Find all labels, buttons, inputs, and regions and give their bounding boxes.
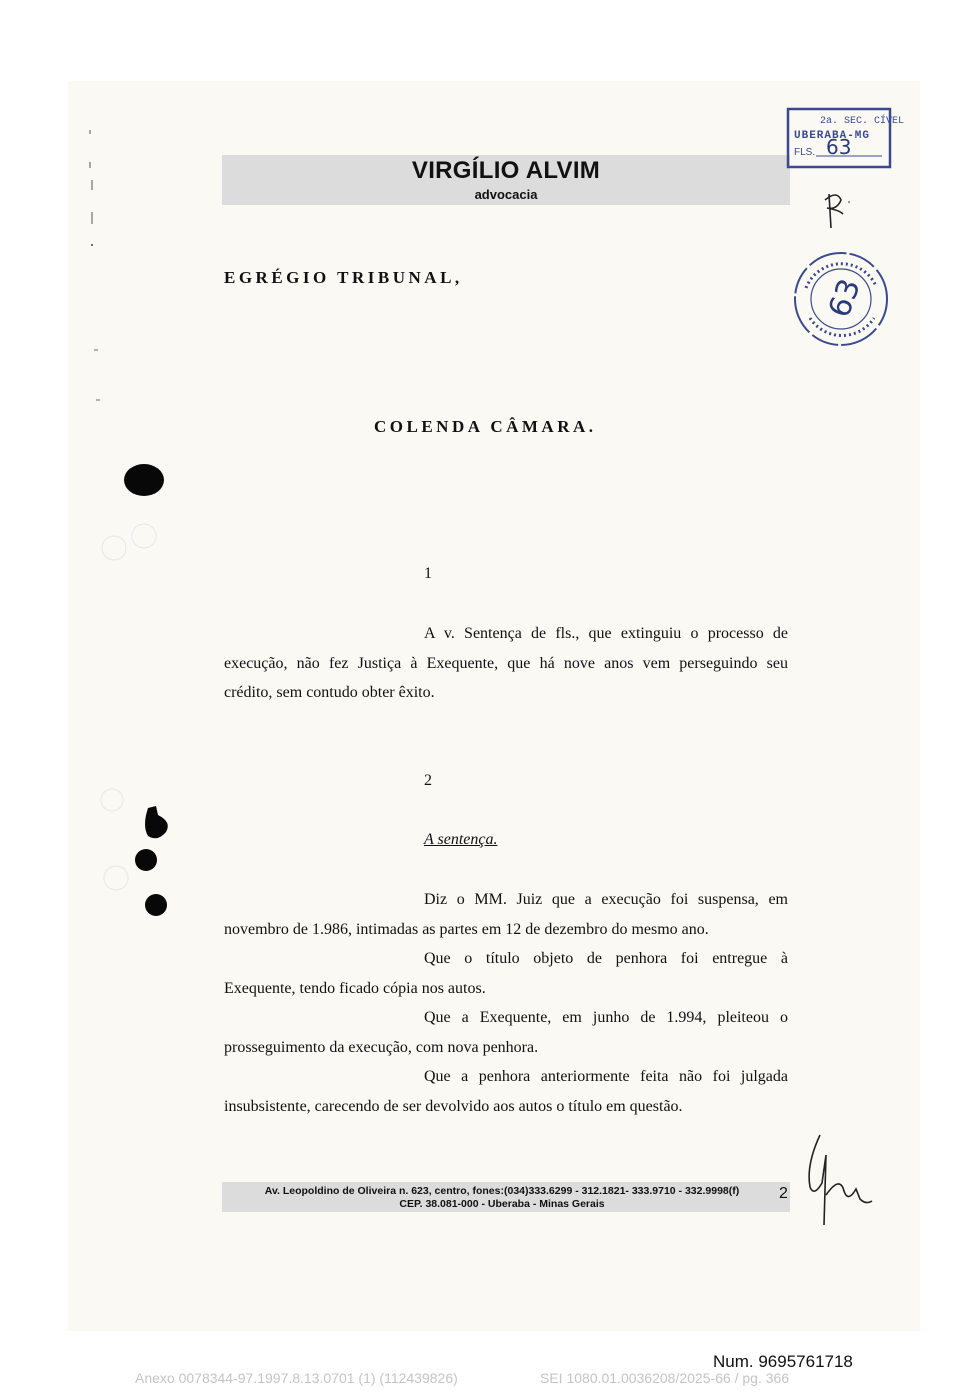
paragraph-line: Que o título objeto de penhora foi entregue à <box>424 950 788 967</box>
scan-edge-marks <box>86 120 106 420</box>
document-number: Num. 9695761718 <box>713 1352 853 1371</box>
footer-address: Av. Leopoldino de Oliveira n. 623, centro, fones:(034)333.6299 - 312.1821- 333.9710 - 332.9998(f) <box>264 1185 740 1197</box>
paragraph-line: execução, não fez Justiça à Exequente, que há nove anos vem perseguindo seu <box>224 654 788 672</box>
paragraph-1 <box>224 619 788 708</box>
paragraph-line: Que a penhora anteriormente feita não foi julgada <box>424 1068 788 1085</box>
punch-holes <box>100 450 190 930</box>
page-number: 2 <box>779 1185 788 1202</box>
paragraph-line: Diz o MM. Juiz que a execução foi suspensa, em <box>424 891 788 908</box>
paragraph-line: novembro de 1.986, intimadas as partes em 12 de dezembro do mesmo ano. <box>224 920 709 938</box>
firm-subtitle: advocacia <box>474 187 538 202</box>
paragraph-line: crédito, sem contudo obter êxito. <box>224 684 435 701</box>
firm-name: VIRGÍLIO ALVIM <box>411 157 601 184</box>
section-heading: A sentença. <box>424 831 498 848</box>
footer-postal: CEP. 38.081-000 - Uberaba - Minas Gerais <box>399 1198 605 1210</box>
annex-reference: Anexo 0078344-97.1997.8.13.0701 (1) (112439826) <box>135 1370 458 1386</box>
stamp-folio: 63 <box>826 135 852 159</box>
paragraph-line: insubsistente, carecendo de ser devolvido aos autos o título em questão. <box>224 1097 683 1115</box>
round-seal-icon <box>790 248 892 350</box>
stamp-line2: UBERABA-MG <box>794 130 871 142</box>
stamp-line3: FLS. <box>794 147 816 158</box>
sei-reference: SEI 1080.01.0036208/2025-66 / pg. 366 <box>540 1370 790 1386</box>
stamp-line1: 2a. SEC. CÍVEL <box>820 116 905 127</box>
signature-icon <box>800 1125 875 1230</box>
handwritten-initial-icon <box>815 188 855 233</box>
paragraph-2 <box>224 885 788 1121</box>
paragraph-line: Que a Exequente, em junho de 1.994, pleiteou o <box>424 1009 788 1026</box>
paragraph-line: A v. Sentença de fls., que extinguiu o processo de <box>424 625 788 642</box>
section-number-1: 1 <box>424 565 432 582</box>
salutation-camara: COLENDA CÂMARA. <box>374 417 597 436</box>
salutation-tribunal: EGRÉGIO TRIBUNAL, <box>224 268 463 287</box>
section-number-2: 2 <box>424 772 432 789</box>
paragraph-line: prosseguimento da execução, com nova penhora. <box>224 1038 539 1056</box>
paragraph-line: Exequente, tendo ficado cópia nos autos. <box>224 979 486 997</box>
court-folio-stamp <box>786 107 905 169</box>
seal-number: 63 <box>822 274 868 323</box>
